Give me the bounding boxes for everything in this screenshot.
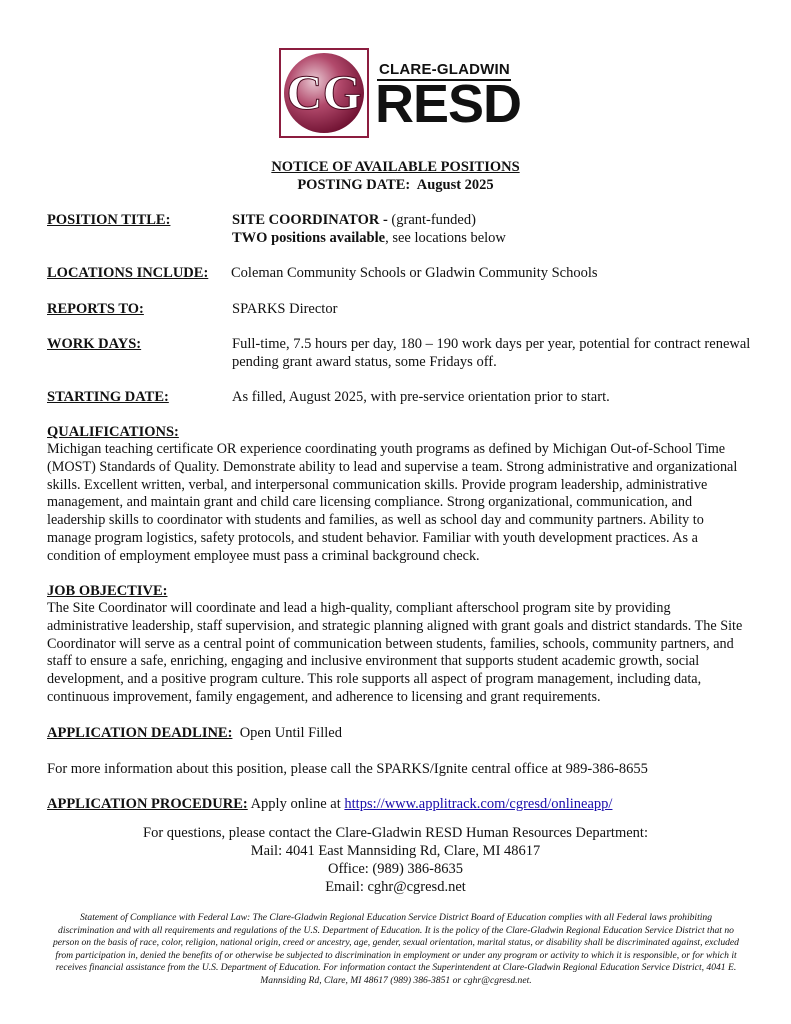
qualifications-line: skills. Excellent written, verbal, and interpersonal communication skills. Provide program leadership, administrative (47, 476, 708, 493)
starting-date-label: STARTING DATE: (47, 389, 169, 405)
positions-available (232, 230, 506, 247)
work-days-line2: pending grant award status, some Fridays off. (232, 354, 497, 370)
procedure-line (47, 796, 612, 813)
reports-to-value: SPARKS Director (232, 301, 338, 317)
qualifications-text (47, 441, 747, 566)
reports-to-label: REPORTS TO: (47, 301, 144, 317)
work-days-label: WORK DAYS: (47, 336, 142, 352)
contact-intro: For questions, please contact the Clare-Gladwin RESD Human Resources Department: (143, 825, 648, 841)
qualifications-line: management, and maintain grant and child care licensing compliance. Strong organizational, communication, and (47, 494, 693, 511)
locations-value: Coleman Community Schools or Gladwin Community Schools (231, 265, 598, 281)
position-title-rest: (grant-funded) (387, 212, 476, 228)
job-objective-line: staff to ensure a safe, enriching, engaging and inclusive environment that supports student academic growth, social (47, 653, 700, 670)
posting-date-line (0, 177, 791, 194)
starting-date-value: As filled, August 2025, with pre-service orientation prior to start. (232, 389, 610, 405)
job-objective-heading: JOB OBJECTIVE: (47, 583, 168, 599)
locations-label: LOCATIONS INCLUDE: (47, 265, 209, 281)
more-info-text: For more information about this position, please call the SPARKS/Ignite central office at 989-386-8655 (47, 761, 648, 777)
contact-email: Email: cghr@cgresd.net (325, 879, 466, 895)
job-objective-text (47, 600, 747, 707)
qualifications-line: manage program logistics, safety protocols, and student behavior. Familiar with youth development practices. As a (47, 529, 698, 546)
job-objective-line: The Site Coordinator will coordinate and lead a high-quality, compliant afterschool program site by providing (47, 600, 671, 616)
work-days-line1: Full-time, 7.5 hours per day, 180 – 190 work days per year, potential for contract renewal (232, 336, 751, 352)
application-link[interactable]: https://www.applitrack.com/cgresd/onlineapp/ (344, 796, 613, 812)
qualifications-line: (MOST) Standards of Quality. Demonstrate ability to lead and supervise a team. Strong administrative and organizational (47, 458, 738, 475)
qualifications-line: condition of employment employee must pass a criminal background check. (47, 547, 480, 564)
contact-office: Office: (989) 386-8635 (327, 861, 464, 877)
job-objective-line: administrative leadership, staff supervision, and strategic planning aligned with grant goals and district standards. The Site (47, 617, 743, 634)
position-title-label: POSITION TITLE: (47, 212, 171, 228)
job-objective-line: continuous improvement, family engagement, and adherence to licensing and grant requirements. (47, 688, 601, 705)
position-title-bold: SITE COORDINATOR - (232, 212, 388, 228)
qualifications-line: leadership skills to coordinator with students and families, as well as school day and community partners. Ability to (47, 512, 704, 529)
positions-available-rest: , see locations below (385, 230, 506, 246)
contact-mail: Mail: 4041 East Mannsiding Rd, Clare, MI 48617 (250, 843, 541, 859)
logo-org-top: CLARE-GLADWIN (379, 61, 510, 78)
deadline-label: APPLICATION DEADLINE: (47, 725, 233, 741)
procedure-label: APPLICATION PROCEDURE: (47, 796, 248, 812)
logo-org-main: RESD (375, 74, 522, 134)
qualifications-heading: QUALIFICATIONS: (47, 424, 179, 440)
posting-date-value: August 2025 (416, 177, 494, 193)
position-title-value (232, 212, 476, 229)
job-objective-line: Coordinator will serve as a central point of communication between students, families, schools, community partners, and (47, 635, 734, 652)
procedure-text: Apply online at (250, 796, 341, 812)
logo-letters: CG (286, 64, 362, 120)
job-objective-line: development, and a positive program culture. This role supports all aspect of program management, including data, (47, 671, 702, 688)
notice-title: NOTICE OF AVAILABLE POSITIONS (271, 159, 520, 175)
deadline-value: Open Until Filled (239, 725, 342, 741)
positions-available-bold: TWO positions available (232, 230, 386, 246)
deadline-line (47, 725, 342, 742)
qualifications-line: Michigan teaching certificate OR experience coordinating youth programs as defined by Michigan Out-of-School Time (47, 441, 726, 457)
cg-resd-logo (279, 48, 522, 138)
compliance-statement: Statement of Compliance with Federal Law: The Clare-Gladwin Regional Education Service District Board of Education complies with all Federal laws prohibiting discrimination and with all requirements and regulations of the U.S. Department of Education. It is the policy of the Clare-Gladwin Regional Education Service District that no person on the basis of race, color, religion, national origin, creed or ancestry, age, gender, sexual orientation, marital status, or disability shall be discriminated against, excluded from participation in, denied the benefits of or otherwise be subjected to discrimination in employment or under any program or activity to which it is responsible, or for which it receives financial assistance from the U.S. Department of Education. For information contact the Superintendent at Clare-Gladwin Regional Education Service District, 4041 E. Mannsiding Rd, Clare, MI 48617 (989) 386-3851 or cghr@cgresd.net. (53, 912, 739, 986)
posting-date-label: POSTING DATE: (297, 177, 411, 193)
cg-logo-emblem-icon (279, 48, 369, 138)
